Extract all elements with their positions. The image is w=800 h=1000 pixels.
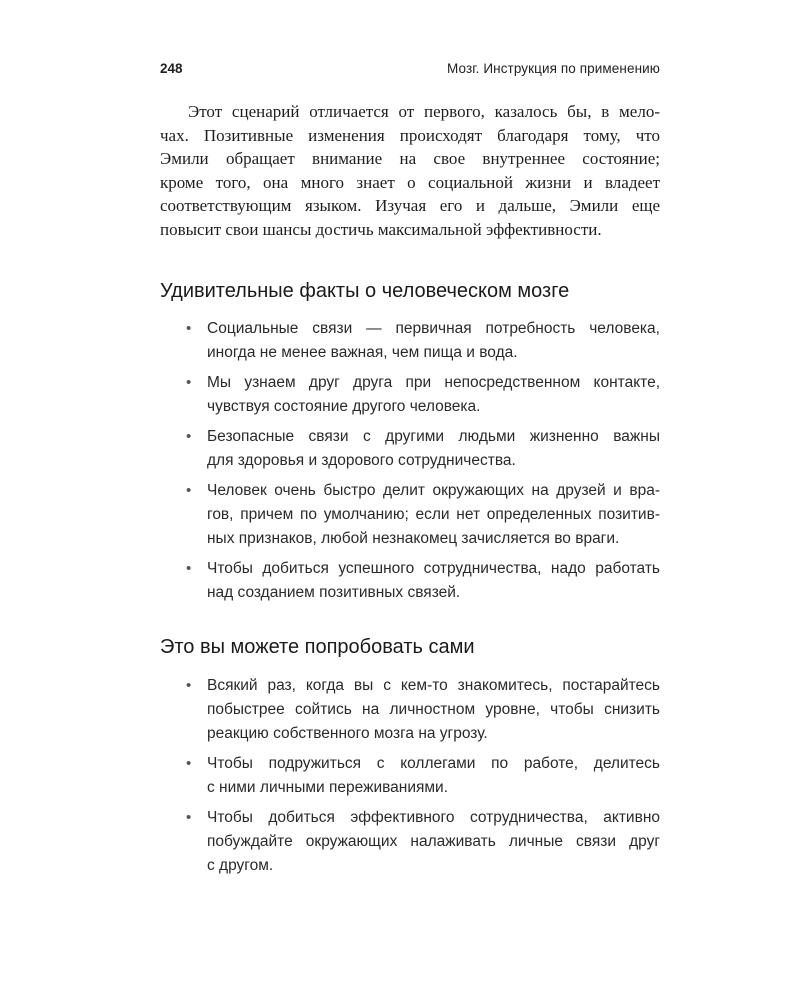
bullet-icon: • [186, 560, 192, 577]
list-item-line: побыстрее сойтись на личностном уровне, чтобы снизить [207, 701, 660, 718]
bullet-icon: • [186, 755, 192, 772]
paragraph-line: Эмили обращает внимание на свое внутреннее состояние; [160, 149, 660, 169]
intro-paragraph [160, 100, 660, 242]
list-item-line: с другом. [207, 857, 274, 874]
list-item-line: Безопасные связи с другими людьми жизненно важны [207, 428, 660, 445]
paragraph-line: соответствующим языком. Изучая его и дальше, Эмили еще [160, 196, 660, 216]
list-item-line: для здоровья и здорового сотрудничества. [207, 452, 516, 469]
list-item [186, 752, 660, 800]
list-item-line: чувствуя состояние другого человека. [207, 398, 481, 415]
paragraph-line: повысит свои шансы достичь максимальной эффективности. [160, 219, 602, 239]
try-section-heading: Это вы можете попробовать сами [160, 636, 475, 658]
bullet-icon: • [186, 428, 192, 445]
page-number: 248 [160, 61, 183, 76]
list-item-line: Мы узнаем друг друга при непосредственном контакте, [207, 374, 660, 391]
list-item [186, 425, 660, 473]
list-item [186, 317, 660, 365]
list-item-line: с ними личными переживаниями. [207, 779, 449, 796]
bullet-icon: • [186, 677, 192, 694]
list-item [186, 557, 660, 605]
facts-section-heading: Удивительные факты о человеческом мозге [160, 280, 570, 302]
paragraph-line: кроме того, она много знает о социальной жизни и владеет [160, 172, 660, 192]
list-item [186, 806, 660, 878]
list-item-line: Всякий раз, когда вы с кем-то знакомитесь, постарайтесь [207, 677, 660, 694]
list-item [186, 371, 660, 419]
facts-list [186, 317, 660, 611]
bullet-icon: • [186, 482, 192, 499]
bullet-icon: • [186, 320, 192, 337]
list-item [186, 479, 660, 551]
running-header [160, 61, 660, 79]
paragraph-line: чах. Позитивные изменения происходят благодаря тому, что [160, 125, 660, 145]
list-item-line: Чтобы добиться эффективного сотрудничества, активно [207, 809, 660, 826]
try-list [186, 674, 660, 884]
paragraph-line: Этот сценарий отличается от первого, казалось бы, в мело- [188, 102, 660, 121]
list-item-line: побуждайте окружающих налаживать личные связи друг [207, 833, 660, 850]
book-title: Мозг. Инструкция по применению [447, 61, 660, 76]
bullet-icon: • [186, 809, 192, 826]
list-item-line: реакцию собственного мозга на угрозу. [207, 725, 488, 742]
bullet-icon: • [186, 374, 192, 391]
list-item-line: Чтобы добиться успешного сотрудничества, надо работать [207, 560, 660, 577]
list-item-line: над созданием позитивных связей. [207, 584, 461, 601]
list-item-line: Социальные связи — первичная потребность человека, [207, 320, 660, 337]
list-item-line: ных признаков, любой незнакомец зачисляется во враги. [207, 530, 620, 547]
list-item-line: Чтобы подружиться с коллегами по работе, делитесь [207, 755, 660, 772]
list-item-line: иногда не менее важная, чем пища и вода. [207, 344, 518, 361]
list-item-line: Человек очень быстро делит окружающих на друзей и вра- [207, 482, 660, 499]
list-item [186, 674, 660, 746]
list-item-line: гов, причем по умолчанию; если нет определенных позитив- [207, 506, 660, 523]
